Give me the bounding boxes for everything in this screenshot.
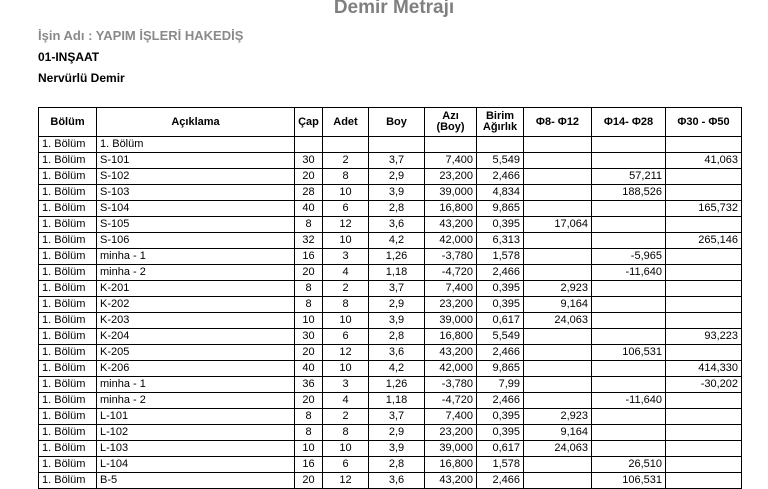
- cell-phi14-28: 106,531: [592, 345, 666, 361]
- rebar-table: [38, 107, 742, 489]
- cell-boy: 3,7: [369, 153, 425, 169]
- cell-phi30-50: [666, 473, 742, 489]
- cell-adet: 10: [323, 185, 369, 201]
- cell-phi30-50: [666, 425, 742, 441]
- header-azi-boy: Azı (Boy): [425, 108, 477, 137]
- cell-bolum: 1. Bölüm: [39, 329, 97, 345]
- cell-phi14-28: -11,640: [592, 265, 666, 281]
- cell-aciklama: minha - 1: [97, 249, 295, 265]
- cell-boy: 1,26: [369, 249, 425, 265]
- cell-birim-agirlik: 7,99: [477, 377, 524, 393]
- cell-phi8-12: 9,164: [524, 297, 592, 313]
- cell-azi-boy: 7,400: [425, 409, 477, 425]
- cell-phi30-50: [666, 249, 742, 265]
- table-row: [39, 265, 742, 281]
- table-row: [39, 169, 742, 185]
- cell-phi14-28: -5,965: [592, 249, 666, 265]
- cell-phi14-28: [592, 201, 666, 217]
- cell-adet: 10: [323, 361, 369, 377]
- cell-birim-agirlik: 2,466: [477, 265, 524, 281]
- cell-adet: 4: [323, 393, 369, 409]
- cell-adet: 8: [323, 169, 369, 185]
- header-boy: Boy: [369, 108, 425, 137]
- cell-aciklama: K-202: [97, 297, 295, 313]
- cell-phi30-50: [666, 137, 742, 153]
- cell-aciklama: K-205: [97, 345, 295, 361]
- cell-boy: [369, 137, 425, 153]
- cell-azi-boy: 7,400: [425, 281, 477, 297]
- cell-phi8-12: [524, 233, 592, 249]
- cell-phi30-50: [666, 393, 742, 409]
- table-row: [39, 473, 742, 489]
- table-row: [39, 329, 742, 345]
- cell-adet: 6: [323, 329, 369, 345]
- cell-adet: 4: [323, 265, 369, 281]
- cell-bolum: 1. Bölüm: [39, 233, 97, 249]
- cell-cap: 8: [295, 409, 323, 425]
- cell-cap: 16: [295, 249, 323, 265]
- cell-boy: 3,7: [369, 281, 425, 297]
- cell-phi30-50: 93,223: [666, 329, 742, 345]
- cell-aciklama: K-201: [97, 281, 295, 297]
- cell-birim-agirlik: 9,865: [477, 361, 524, 377]
- cell-phi8-12: [524, 137, 592, 153]
- cell-boy: 1,26: [369, 377, 425, 393]
- cell-cap: [295, 137, 323, 153]
- cell-bolum: 1. Bölüm: [39, 361, 97, 377]
- cell-phi30-50: [666, 297, 742, 313]
- cell-phi30-50: 265,146: [666, 233, 742, 249]
- cell-azi-boy: 43,200: [425, 473, 477, 489]
- cell-phi14-28: [592, 217, 666, 233]
- cell-aciklama: B-5: [97, 473, 295, 489]
- table-row: [39, 281, 742, 297]
- cell-aciklama: S-104: [97, 201, 295, 217]
- table-row: [39, 345, 742, 361]
- cell-boy: 3,9: [369, 441, 425, 457]
- cell-azi-boy: -4,720: [425, 265, 477, 281]
- cell-birim-agirlik: 0,395: [477, 217, 524, 233]
- header-phi8-12: Φ8- Φ12: [524, 108, 592, 137]
- cell-bolum: 1. Bölüm: [39, 345, 97, 361]
- cell-aciklama: L-104: [97, 457, 295, 473]
- cell-birim-agirlik: 0,395: [477, 281, 524, 297]
- cell-bolum: 1. Bölüm: [39, 265, 97, 281]
- table-row: [39, 137, 742, 153]
- cell-phi8-12: 9,164: [524, 425, 592, 441]
- header-phi30-50: Φ30 - Φ50: [666, 108, 742, 137]
- cell-azi-boy: 7,400: [425, 153, 477, 169]
- cell-phi14-28: [592, 297, 666, 313]
- cell-adet: [323, 137, 369, 153]
- cell-birim-agirlik: 0,395: [477, 297, 524, 313]
- cell-birim-agirlik: 4,834: [477, 185, 524, 201]
- cell-cap: 10: [295, 441, 323, 457]
- cell-boy: 3,6: [369, 345, 425, 361]
- cell-azi-boy: 39,000: [425, 185, 477, 201]
- cell-bolum: 1. Bölüm: [39, 313, 97, 329]
- cell-birim-agirlik: 5,549: [477, 329, 524, 345]
- cell-azi-boy: -3,780: [425, 377, 477, 393]
- cell-phi8-12: [524, 329, 592, 345]
- cell-phi14-28: [592, 137, 666, 153]
- cell-phi30-50: [666, 345, 742, 361]
- cell-cap: 36: [295, 377, 323, 393]
- cell-aciklama: minha - 1: [97, 377, 295, 393]
- cell-phi14-28: 106,531: [592, 473, 666, 489]
- cell-birim-agirlik: 0,395: [477, 409, 524, 425]
- cell-phi8-12: [524, 249, 592, 265]
- cell-phi14-28: [592, 409, 666, 425]
- cell-phi30-50: [666, 409, 742, 425]
- cell-cap: 8: [295, 425, 323, 441]
- header-cap: Çap: [295, 108, 323, 137]
- cell-phi14-28: [592, 377, 666, 393]
- cell-phi8-12: [524, 153, 592, 169]
- cell-phi30-50: 41,063: [666, 153, 742, 169]
- cell-adet: 10: [323, 441, 369, 457]
- cell-boy: 2,8: [369, 457, 425, 473]
- cell-aciklama: S-103: [97, 185, 295, 201]
- cell-birim-agirlik: 1,578: [477, 457, 524, 473]
- cell-cap: 10: [295, 313, 323, 329]
- table-row: [39, 361, 742, 377]
- cell-aciklama: S-105: [97, 217, 295, 233]
- cell-boy: 2,9: [369, 425, 425, 441]
- cell-birim-agirlik: 2,466: [477, 345, 524, 361]
- cell-aciklama: K-204: [97, 329, 295, 345]
- cell-aciklama: minha - 2: [97, 265, 295, 281]
- cell-azi-boy: 43,200: [425, 345, 477, 361]
- cell-adet: 2: [323, 409, 369, 425]
- cell-phi8-12: [524, 361, 592, 377]
- cell-boy: 2,9: [369, 169, 425, 185]
- cell-birim-agirlik: 1,578: [477, 249, 524, 265]
- cell-boy: 3,9: [369, 185, 425, 201]
- cell-bolum: 1. Bölüm: [39, 393, 97, 409]
- table-row: [39, 457, 742, 473]
- cell-cap: 32: [295, 233, 323, 249]
- cell-cap: 20: [295, 265, 323, 281]
- cell-phi30-50: [666, 313, 742, 329]
- cell-bolum: 1. Bölüm: [39, 297, 97, 313]
- header-aciklama: Açıklama: [97, 108, 295, 137]
- cell-bolum: 1. Bölüm: [39, 137, 97, 153]
- cell-phi8-12: 24,063: [524, 441, 592, 457]
- cell-cap: 20: [295, 345, 323, 361]
- cell-bolum: 1. Bölüm: [39, 169, 97, 185]
- cell-phi14-28: [592, 281, 666, 297]
- cell-azi-boy: 16,800: [425, 201, 477, 217]
- cell-aciklama: S-101: [97, 153, 295, 169]
- cell-phi8-12: [524, 201, 592, 217]
- cell-aciklama: L-103: [97, 441, 295, 457]
- cell-adet: 3: [323, 377, 369, 393]
- cell-bolum: 1. Bölüm: [39, 201, 97, 217]
- cell-bolum: 1. Bölüm: [39, 185, 97, 201]
- cell-adet: 12: [323, 473, 369, 489]
- cell-phi14-28: -11,640: [592, 393, 666, 409]
- table-row: [39, 441, 742, 457]
- table-row: [39, 249, 742, 265]
- cell-boy: 2,9: [369, 297, 425, 313]
- cell-birim-agirlik: 9,865: [477, 201, 524, 217]
- cell-phi14-28: [592, 153, 666, 169]
- cell-phi8-12: [524, 377, 592, 393]
- header-adet: Adet: [323, 108, 369, 137]
- cell-cap: 8: [295, 297, 323, 313]
- cell-boy: 2,8: [369, 329, 425, 345]
- cell-cap: 20: [295, 473, 323, 489]
- cell-azi-boy: 42,000: [425, 233, 477, 249]
- cell-cap: 8: [295, 281, 323, 297]
- cell-azi-boy: 16,800: [425, 457, 477, 473]
- cell-phi14-28: 57,211: [592, 169, 666, 185]
- cell-boy: 3,6: [369, 473, 425, 489]
- cell-phi30-50: [666, 169, 742, 185]
- table-row: [39, 153, 742, 169]
- report-title: Demir Metrajı: [333, 0, 455, 18]
- cell-birim-agirlik: 5,549: [477, 153, 524, 169]
- cell-birim-agirlik: 0,617: [477, 441, 524, 457]
- cell-phi8-12: [524, 169, 592, 185]
- cell-boy: 1,18: [369, 393, 425, 409]
- cell-bolum: 1. Bölüm: [39, 153, 97, 169]
- cell-azi-boy: -4,720: [425, 393, 477, 409]
- cell-azi-boy: 23,200: [425, 169, 477, 185]
- project-name: İşin Adı : YAPIM İŞLERİ HAKEDİŞ: [38, 28, 244, 43]
- section-heading: 01-INŞAAT: [38, 50, 100, 64]
- cell-bolum: 1. Bölüm: [39, 457, 97, 473]
- cell-aciklama: K-203: [97, 313, 295, 329]
- cell-bolum: 1. Bölüm: [39, 425, 97, 441]
- cell-phi14-28: [592, 233, 666, 249]
- cell-phi8-12: [524, 473, 592, 489]
- cell-boy: 3,6: [369, 217, 425, 233]
- cell-birim-agirlik: 2,466: [477, 169, 524, 185]
- cell-bolum: 1. Bölüm: [39, 409, 97, 425]
- cell-boy: 2,8: [369, 201, 425, 217]
- table-row: [39, 217, 742, 233]
- cell-boy: 3,9: [369, 313, 425, 329]
- cell-cap: 16: [295, 457, 323, 473]
- cell-aciklama: L-101: [97, 409, 295, 425]
- cell-azi-boy: 42,000: [425, 361, 477, 377]
- cell-bolum: 1. Bölüm: [39, 249, 97, 265]
- cell-aciklama: K-206: [97, 361, 295, 377]
- cell-boy: 3,7: [369, 409, 425, 425]
- cell-phi30-50: [666, 457, 742, 473]
- cell-phi30-50: -30,202: [666, 377, 742, 393]
- cell-phi30-50: 165,732: [666, 201, 742, 217]
- cell-bolum: 1. Bölüm: [39, 377, 97, 393]
- table-body: [39, 137, 742, 489]
- cell-phi14-28: [592, 425, 666, 441]
- cell-aciklama: 1. Bölüm: [97, 137, 295, 153]
- cell-adet: 8: [323, 297, 369, 313]
- cell-adet: 8: [323, 425, 369, 441]
- cell-phi30-50: [666, 265, 742, 281]
- cell-azi-boy: 23,200: [425, 425, 477, 441]
- cell-bolum: 1. Bölüm: [39, 441, 97, 457]
- cell-azi-boy: -3,780: [425, 249, 477, 265]
- cell-birim-agirlik: [477, 137, 524, 153]
- cell-cap: 20: [295, 393, 323, 409]
- cell-adet: 2: [323, 153, 369, 169]
- table-row: [39, 185, 742, 201]
- cell-aciklama: S-106: [97, 233, 295, 249]
- table-row: [39, 409, 742, 425]
- table-row: [39, 425, 742, 441]
- cell-boy: 4,2: [369, 233, 425, 249]
- cell-phi8-12: 24,063: [524, 313, 592, 329]
- table-row: [39, 297, 742, 313]
- cell-aciklama: L-102: [97, 425, 295, 441]
- cell-cap: 30: [295, 329, 323, 345]
- cell-aciklama: minha - 2: [97, 393, 295, 409]
- cell-azi-boy: [425, 137, 477, 153]
- table-row: [39, 233, 742, 249]
- cell-phi14-28: [592, 441, 666, 457]
- cell-adet: 2: [323, 281, 369, 297]
- cell-bolum: 1. Bölüm: [39, 281, 97, 297]
- cell-phi14-28: [592, 313, 666, 329]
- cell-phi14-28: [592, 361, 666, 377]
- header-phi14-28: Φ14- Φ28: [592, 108, 666, 137]
- cell-birim-agirlik: 6,313: [477, 233, 524, 249]
- cell-adet: 6: [323, 457, 369, 473]
- cell-cap: 40: [295, 361, 323, 377]
- cell-bolum: 1. Bölüm: [39, 217, 97, 233]
- cell-phi8-12: 17,064: [524, 217, 592, 233]
- cell-azi-boy: 39,000: [425, 313, 477, 329]
- cell-adet: 6: [323, 201, 369, 217]
- cell-bolum: 1. Bölüm: [39, 473, 97, 489]
- cell-phi8-12: 2,923: [524, 409, 592, 425]
- cell-phi8-12: 2,923: [524, 281, 592, 297]
- header-birim-agirlik: Birim Ağırlık: [477, 108, 524, 137]
- cell-adet: 10: [323, 313, 369, 329]
- cell-cap: 30: [295, 153, 323, 169]
- cell-phi8-12: [524, 265, 592, 281]
- cell-adet: 12: [323, 345, 369, 361]
- table-row: [39, 313, 742, 329]
- cell-phi30-50: [666, 185, 742, 201]
- cell-phi14-28: 188,526: [592, 185, 666, 201]
- cell-cap: 8: [295, 217, 323, 233]
- table-row: [39, 201, 742, 217]
- header-bolum: Bölüm: [39, 108, 97, 137]
- cell-birim-agirlik: 0,617: [477, 313, 524, 329]
- cell-adet: 12: [323, 217, 369, 233]
- cell-azi-boy: 23,200: [425, 297, 477, 313]
- cell-cap: 20: [295, 169, 323, 185]
- cell-adet: 10: [323, 233, 369, 249]
- cell-phi30-50: [666, 441, 742, 457]
- cell-birim-agirlik: 2,466: [477, 473, 524, 489]
- cell-azi-boy: 39,000: [425, 441, 477, 457]
- subsection-heading: Nervürlü Demir: [38, 71, 125, 85]
- cell-phi30-50: [666, 281, 742, 297]
- cell-phi14-28: 26,510: [592, 457, 666, 473]
- cell-phi8-12: [524, 185, 592, 201]
- cell-phi8-12: [524, 345, 592, 361]
- cell-birim-agirlik: 2,466: [477, 393, 524, 409]
- table-header-row: [39, 108, 742, 137]
- cell-cap: 40: [295, 201, 323, 217]
- cell-cap: 28: [295, 185, 323, 201]
- cell-azi-boy: 16,800: [425, 329, 477, 345]
- cell-birim-agirlik: 0,395: [477, 425, 524, 441]
- table-row: [39, 393, 742, 409]
- cell-phi30-50: 414,330: [666, 361, 742, 377]
- cell-boy: 4,2: [369, 361, 425, 377]
- table-row: [39, 377, 742, 393]
- cell-adet: 3: [323, 249, 369, 265]
- cell-phi14-28: [592, 329, 666, 345]
- cell-phi8-12: [524, 457, 592, 473]
- cell-phi30-50: [666, 217, 742, 233]
- cell-boy: 1,18: [369, 265, 425, 281]
- cell-azi-boy: 43,200: [425, 217, 477, 233]
- cell-aciklama: S-102: [97, 169, 295, 185]
- cell-phi8-12: [524, 393, 592, 409]
